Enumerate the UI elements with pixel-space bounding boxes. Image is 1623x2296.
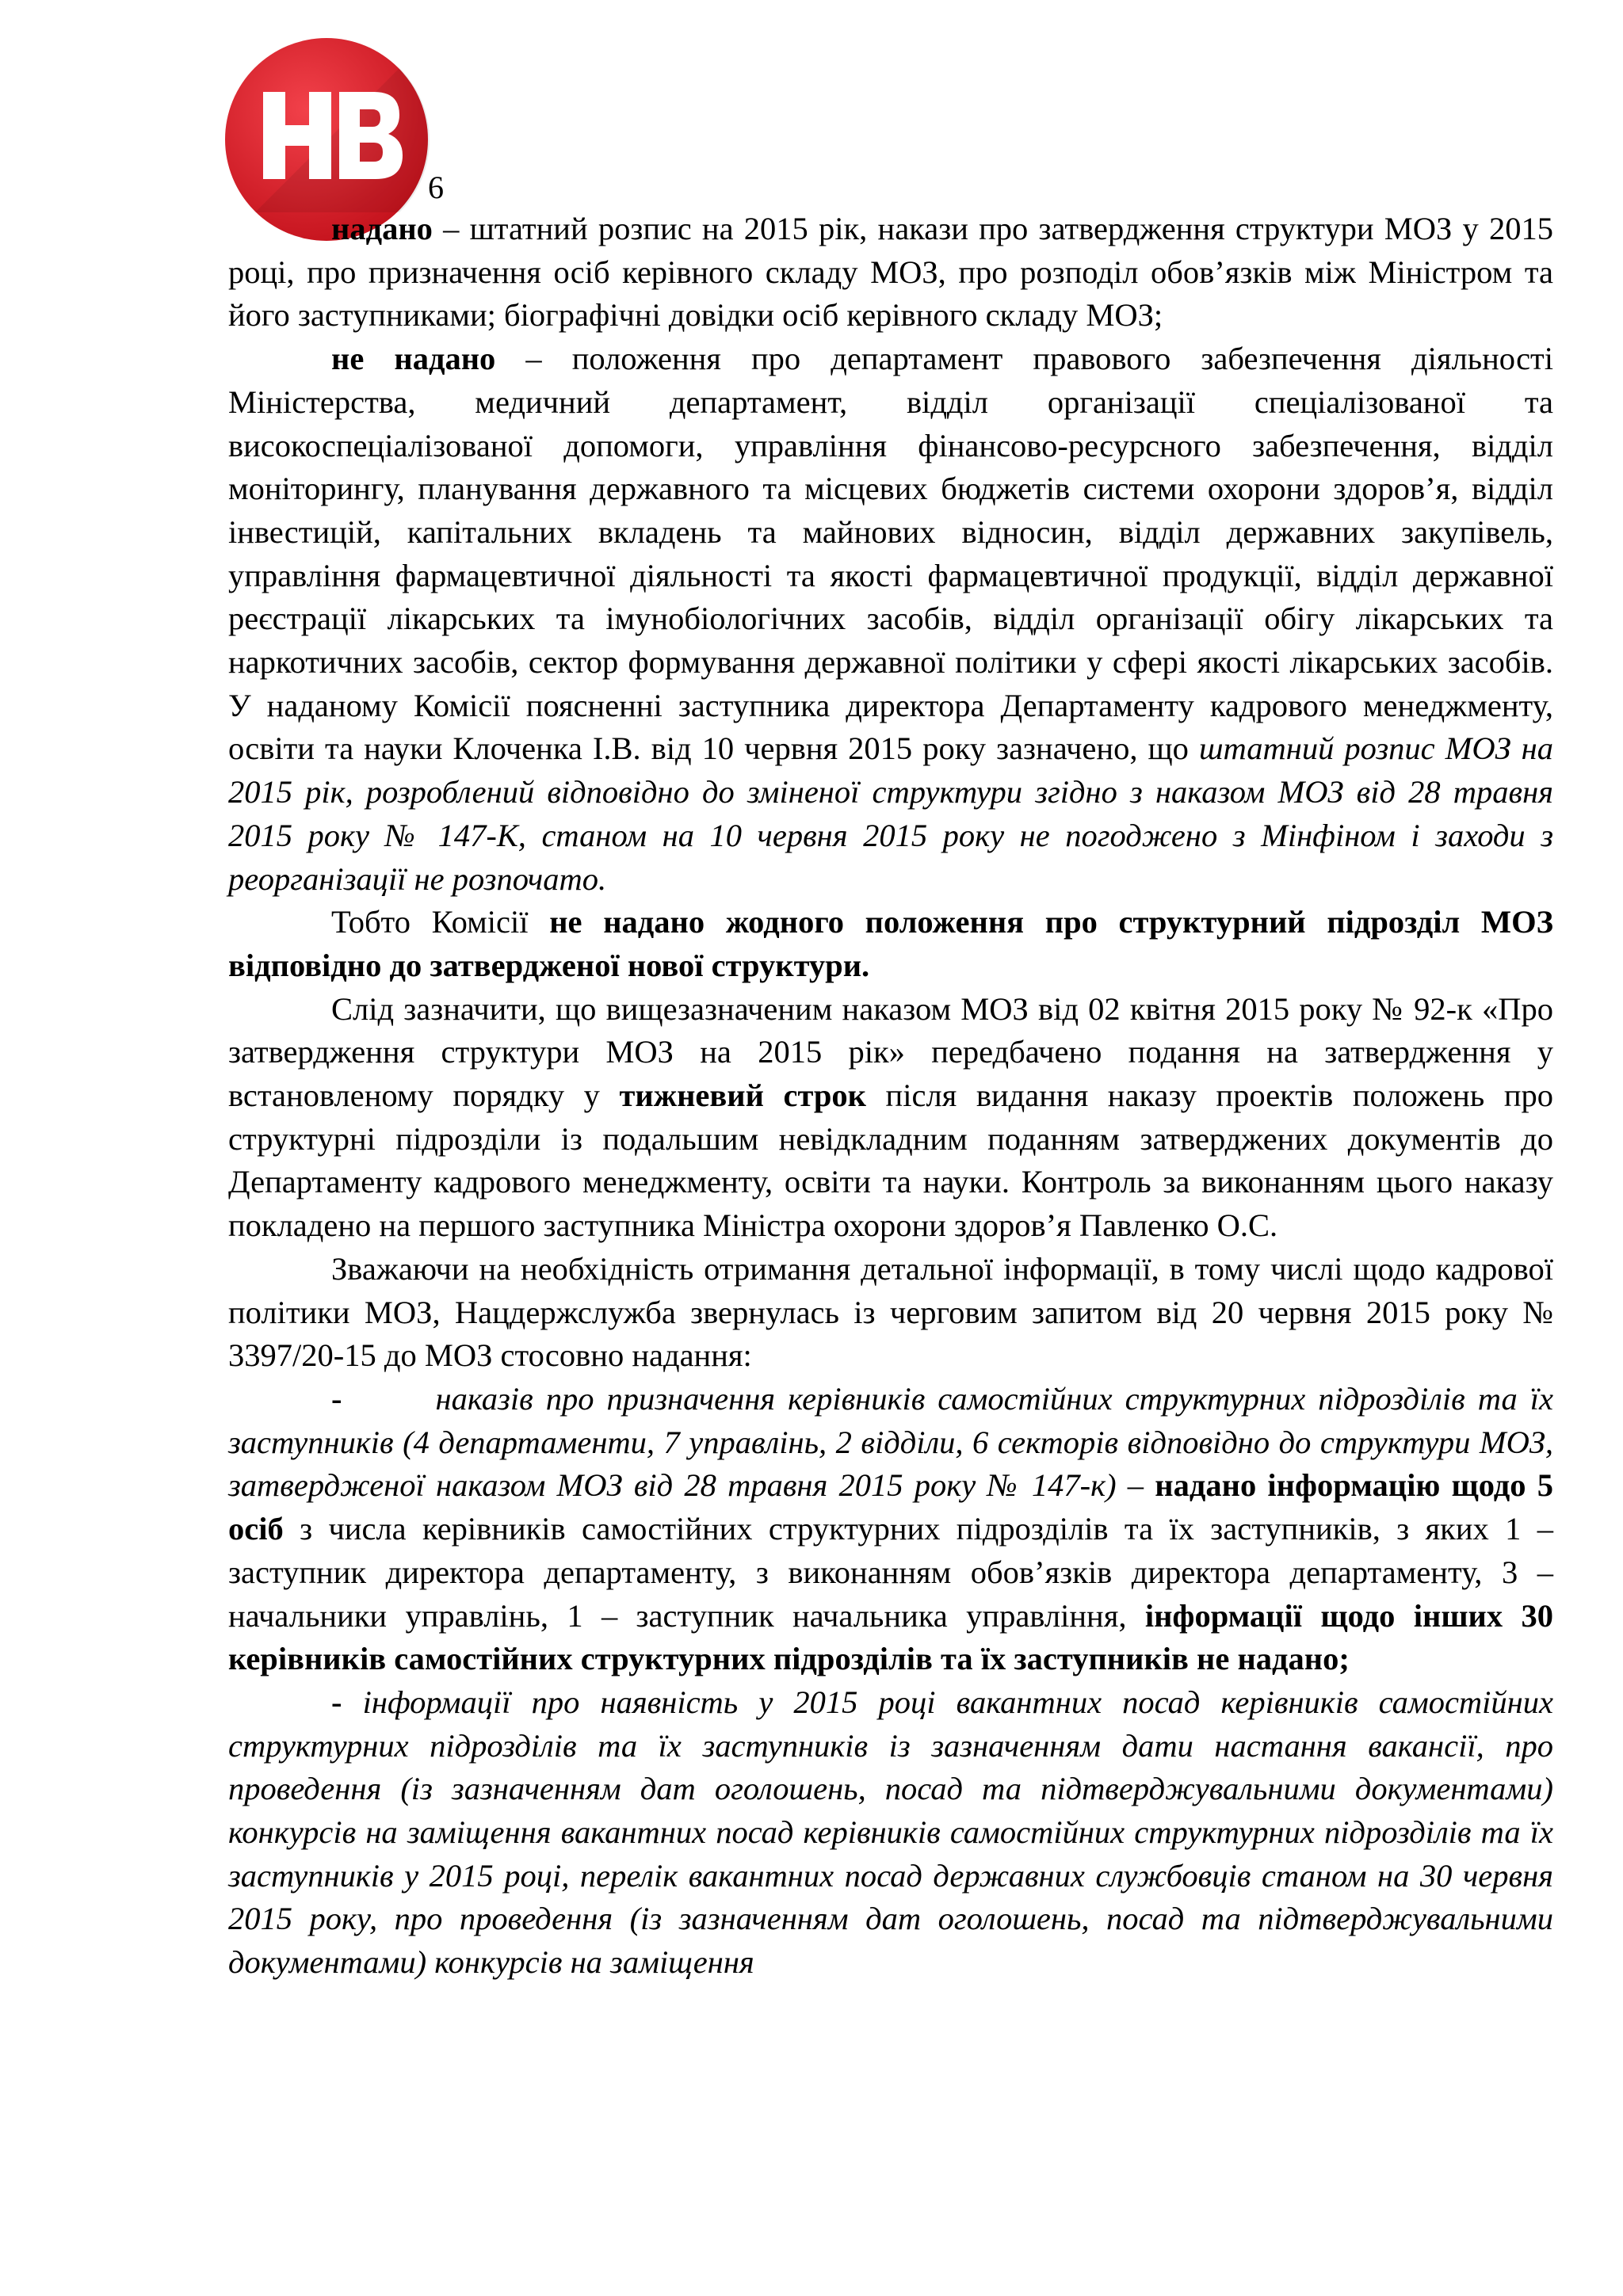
paragraph-order <box>228 988 1553 1248</box>
paragraph-request <box>228 1248 1553 1378</box>
paragraph-text: – положення про департамент правового забезпечення діяльності Міністерства, медичний департамент, відділ організації спеціалізованої та високоспеціалізованої допомоги, управління фінансово-ресурсного забезпечення, відділ моніторингу, планування державного та місцевих бюджетів системи охорони здоров’я, відділ інвестицій, капітальних вкладень та майнових відносин, відділ державних закупівель, управління фармацевтичної діяльності та якості фармацевтичної продукції, відділ державної реєстрації лікарських та імунобіологічних засобів, відділ організації обігу лікарських та наркотичних засобів, сектор формування державної політики у сфері якості лікарських засобів. У наданому Комісії поясненні заступника директора Департаменту кадрового менеджменту, освіти та науки Клоченка І.В. від 10 червня 2015 року зазначено, що <box>228 341 1553 767</box>
paragraph-text: після видання наказу проектів положень про структурні підрозділи із подальшим невідкладним поданням затверджених документів до Департаменту кадрового менеджменту, освіти та науки. Контроль за виконанням цього наказу покладено на першого заступника Міністра охорони здоров’я Павленко О.С. <box>228 1077 1554 1244</box>
bold-phrase: надано <box>331 211 433 246</box>
bold-phrase: тижневий строк <box>619 1077 866 1114</box>
bold-phrase: інформації щодо інших 30 керівників самостійних структурних підрозділів та їх заступників не надано; <box>228 1597 1553 1677</box>
italic-text: наказів про призначення керівників самостійних структурних підрозділів та їх заступників (4 департаменти, 7 управлінь, 2 відділи, 6 секторів відповідно до структури МОЗ, затвердженої наказом МОЗ від 28 травня 2015 року № 147-к) – <box>228 1380 1553 1504</box>
paragraph-commission <box>228 901 1553 987</box>
paragraph-text: Зважаючи на необхідність отримання детальної інформації, в тому числі щодо кадрової політики МОЗ, Нацдержслужба звернулась із черговим запитом від 20 червня 2015 року № 3397/20-15 до МОЗ стосовно надання: <box>228 1250 1553 1374</box>
italic-text: інформації про наявність у 2015 році вакантних посад керівників самостійних структурних підрозділів та їх заступників із зазначенням дати настання вакансії, про проведення (із зазначенням дат оголошень, посад та підтверджувальними документами) конкурсів на заміщення вакантних посад керівників самостійних структурних підрозділів та їх заступників у 2015 році, перелік вакантних посад державних службовців станом на 30 червня 2015 року, про проведення (із зазначенням дат оголошень, посад та підтверджувальними документами) конкурсів на заміщення <box>228 1684 1553 1981</box>
list-item-orders <box>228 1378 1553 1681</box>
paragraph-text: Слід зазначити, що вищезазначеним наказом МОЗ від 02 квітня 2015 року № 92-к «Про затвердження структури МОЗ на 2015 рік» передбачено подання на затвердження у встановленому порядку у <box>228 990 1553 1114</box>
bold-phrase: не надано <box>331 341 496 377</box>
paragraph-not-provided <box>228 338 1553 901</box>
list-dash: - <box>331 1380 342 1417</box>
page-number: 6 <box>428 170 444 205</box>
paragraph-text: з числа керівників самостійних структурних підрозділів та їх заступників, з яких 1 – заступник директора департаменту, з виконанням обов’язків директора департаменту, 3 – начальники управлінь, 1 – заступник начальника управління, <box>228 1511 1553 1634</box>
list-item-vacancies <box>228 1681 1553 1985</box>
paragraph-text: – штатний розпис на 2015 рік, накази про затвердження структури МОЗ у 2015 році, про призначення осіб керівного складу МОЗ, про розподіл обов’язків між Міністром та його заступниками; біографічні довідки осіб керівного складу МОЗ; <box>228 211 1553 334</box>
italic-quote: штатний розпис МОЗ на 2015 рік, розроблений відповідно до зміненої структури згідно з наказом МОЗ від 28 травня 2015 року № 147-К, станом на 10 червня 2015 року не погоджено з Мінфіном і заходи з реорганізації не розпочато. <box>228 730 1554 897</box>
list-dash: - <box>331 1684 342 1720</box>
bold-phrase: не надано жодного положення про структурний підрозділ МОЗ відповідно до затвердженої нової структури. <box>228 904 1553 983</box>
document-body <box>228 208 1553 1985</box>
paragraph-provided <box>228 208 1553 338</box>
bold-phrase: надано інформацію щодо 5 осіб <box>228 1467 1553 1547</box>
paragraph-text: Тобто Комісії <box>331 904 550 940</box>
